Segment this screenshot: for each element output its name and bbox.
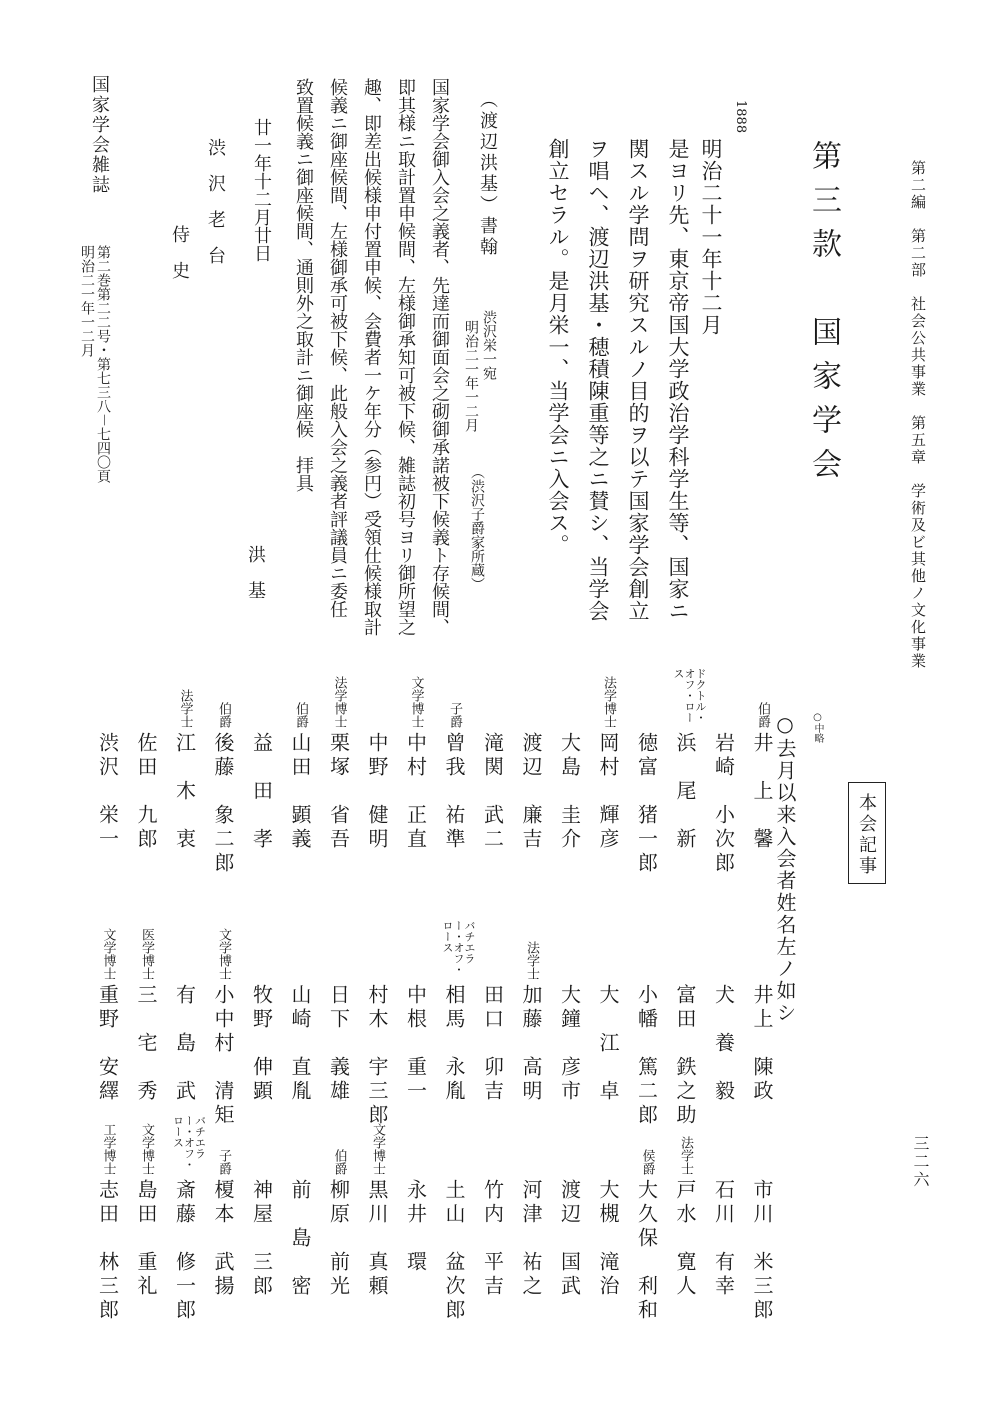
member-title: 法学士 — [678, 1136, 693, 1175]
member-name: 有 島 武 — [172, 984, 197, 1104]
letter-line: 趣、即差出候様申付置申候、会費者一ケ年分（参円）受領仕候様取計 — [361, 78, 382, 636]
member-name: 井 上 馨 — [750, 732, 774, 852]
member-name: 土山 盆次郎 — [442, 1179, 466, 1323]
member-name: 戸水 寛人 — [673, 1179, 697, 1299]
member-column — [209, 704, 239, 1324]
member-name: 神屋 三郎 — [249, 1179, 274, 1299]
member-name: 小中村 清矩 — [211, 984, 235, 1128]
body-line: 創立セラル。是月栄一、当学会ニ入会ス。 — [546, 138, 570, 556]
member-column — [671, 668, 707, 1324]
member-name: 江 木 衷 — [172, 732, 197, 852]
member-name: 市川 米三郎 — [750, 1179, 774, 1323]
member-name: 斎藤 修一郎 — [172, 1179, 197, 1323]
member-name: 浜 尾 新 — [673, 732, 697, 852]
member-column — [286, 704, 316, 1324]
member-column — [748, 704, 778, 1324]
year-note: 1888 — [733, 100, 748, 134]
date-heading: 明治二十一年十二月 — [699, 138, 723, 336]
member-name: 徳富 猪一郎 — [634, 732, 659, 876]
member-name: 栗塚 省吾 — [326, 732, 351, 852]
member-name: 前 島 密 — [288, 1179, 312, 1299]
member-title: 法学士 — [177, 689, 193, 728]
member-name: 渡辺 国武 — [557, 1179, 582, 1299]
member-name: 大鐘 彦市 — [557, 984, 582, 1104]
member-column — [556, 704, 586, 1324]
member-title: 法学博士 — [331, 676, 347, 728]
member-column — [710, 704, 740, 1324]
letter-line: 国家学会御入会之義者、先達而御面会之砌御承諾被下候義ト存候間、 — [429, 78, 450, 636]
member-title: 文学博士 — [370, 1123, 385, 1175]
member-title: 伯爵 — [216, 702, 231, 728]
member-name: 田口 卯吉 — [480, 984, 505, 1104]
member-name: 大 江 卓 — [596, 984, 620, 1104]
member-name: 大久保 利和 — [634, 1179, 659, 1323]
body-line: 関スル学問ヲ研究スルノ目的ヲ以テ国家学会創立 — [626, 138, 650, 622]
citation-journal: 国家学会雑誌 — [89, 75, 110, 195]
members-heading: ○去月以来入会者姓名左ノ如シ — [773, 712, 797, 1024]
member-name: 富田 鉄之助 — [673, 984, 697, 1128]
letter-line: 候義ニ御座候間、左様御承可被下候、此般入会之義者評議員ニ委任 — [327, 78, 348, 618]
letter-date: 明治二一年一二月 — [463, 320, 479, 432]
member-name: 曾我 祐準 — [442, 732, 466, 852]
letter-label: （渡辺洪基）書翰 — [477, 90, 498, 258]
member-name: 永井 環 — [403, 1179, 428, 1275]
member-title: 子爵 — [447, 702, 462, 728]
letter-closing-date: 廿一年十二月廿日 — [251, 118, 272, 262]
letter-line: 致置候義ニ御座候間、通則外之取計ニ御座候 拝具 — [293, 78, 314, 492]
member-column — [248, 704, 278, 1324]
letter-honorific: 侍 史 — [169, 225, 190, 279]
member-title: 法学博士 — [601, 676, 616, 728]
letter-line: 即其様ニ取計置申候間、左様御承知可被下候、雑誌初号ヨリ御所望之 — [395, 78, 416, 636]
member-name: 岡村 輝彦 — [596, 732, 620, 852]
member-title: 工学博士 — [100, 1123, 116, 1175]
member-name: 滝関 武二 — [480, 732, 505, 852]
member-name: 黒川 真頼 — [365, 1179, 389, 1299]
member-name: 牧野 伸顕 — [249, 984, 274, 1104]
section-title: 第三款 国家学会 — [806, 140, 841, 492]
member-title: 伯爵 — [331, 1149, 347, 1175]
member-title: バチエラー・オフ・ロース — [441, 920, 476, 975]
member-title: 法学士 — [524, 941, 539, 980]
member-title: 文学博士 — [408, 676, 424, 728]
member-column — [132, 704, 162, 1324]
member-title: 侯爵 — [639, 1149, 655, 1175]
member-title: ドクトル・オフ・ロース — [672, 668, 707, 723]
member-column — [479, 704, 509, 1324]
member-title: 伯爵 — [755, 702, 770, 728]
member-title: 伯爵 — [293, 702, 308, 728]
member-name: 犬 養 毅 — [711, 984, 736, 1104]
member-column — [633, 704, 663, 1324]
member-title: 文学博士 — [100, 928, 116, 980]
member-name: 中野 健明 — [365, 732, 389, 852]
member-column — [363, 704, 393, 1324]
member-name: 岩崎 小次郎 — [711, 732, 736, 876]
member-title: 医学博士 — [139, 928, 154, 980]
member-name: 日下 義雄 — [326, 984, 351, 1104]
member-name: 中根 重一 — [403, 984, 428, 1104]
member-name: 加藤 高明 — [519, 984, 543, 1104]
member-column — [94, 704, 124, 1324]
omitted-note: ○中略 — [812, 712, 823, 743]
member-name: 渡辺 廉吉 — [519, 732, 543, 852]
member-title: 文学博士 — [139, 1123, 154, 1175]
member-name: 小幡 篤二郎 — [634, 984, 659, 1128]
citation-volume: 第二巻第二二号・第七三八－七四〇頁 — [95, 245, 111, 483]
member-name: 渋沢 栄一 — [95, 732, 120, 852]
running-head: 第二編 第二部 社会公共事業 第五章 学術及ビ其他ノ文化事業 — [909, 160, 927, 670]
member-column — [594, 676, 624, 1324]
member-title: 子爵 — [216, 1149, 231, 1175]
member-name: 村木 宇三郎 — [365, 984, 389, 1128]
member-name: 三 宅 秀 — [134, 984, 158, 1104]
member-name: 相馬 永胤 — [442, 984, 466, 1104]
member-name: 益 田 孝 — [249, 732, 274, 852]
member-name: 佐田 九郎 — [134, 732, 158, 852]
member-name: 柳原 前光 — [326, 1179, 351, 1299]
member-name: 志田 林三郎 — [95, 1179, 120, 1323]
letter-addressee: 渋 沢 老 台 — [205, 138, 226, 264]
member-name: 島田 重礼 — [134, 1179, 158, 1299]
member-name: 大槻 滝治 — [596, 1179, 620, 1299]
member-title: 文学博士 — [216, 928, 231, 980]
member-name: 山崎 直胤 — [288, 984, 312, 1104]
member-name: 山田 顕義 — [288, 732, 312, 852]
letter-source: （渋沢子爵家所蔵） — [469, 465, 485, 591]
notice-box-label: 本会記事 — [856, 793, 877, 877]
body-line: ヲ唱ヘ、渡辺洪基・穂積陳重等之ニ賛シ、当学会 — [586, 138, 610, 622]
member-title: バチエラー・オフ・ロース — [171, 1115, 207, 1170]
member-column — [325, 676, 355, 1324]
member-name: 井上 陳政 — [750, 984, 774, 1104]
member-column — [440, 702, 476, 1324]
member-name: 竹内 平吉 — [480, 1179, 505, 1299]
member-column — [402, 676, 432, 1324]
member-name: 重野 安繹 — [95, 984, 120, 1104]
member-name: 榎本 武揚 — [211, 1179, 235, 1299]
member-column — [517, 704, 547, 1324]
page-number: 三二六 — [911, 1135, 930, 1189]
member-name: 中村 正直 — [403, 732, 428, 852]
member-list — [72, 668, 778, 1324]
member-name: 後藤 象二郎 — [211, 732, 235, 876]
body-line: 是ヨリ先、東京帝国大学政治学科学生等、国家ニ — [666, 138, 690, 622]
letter-recipient: 渋沢栄一宛 — [481, 310, 497, 380]
member-name: 石川 有幸 — [711, 1179, 736, 1299]
citation-date: 明治二一年一二月 — [79, 245, 95, 357]
notice-box — [848, 782, 886, 884]
letter-sender: 洪 基 — [245, 545, 266, 599]
member-name: 大島 圭介 — [557, 732, 582, 852]
member-name: 河津 祐之 — [519, 1179, 543, 1299]
member-column — [171, 689, 207, 1324]
